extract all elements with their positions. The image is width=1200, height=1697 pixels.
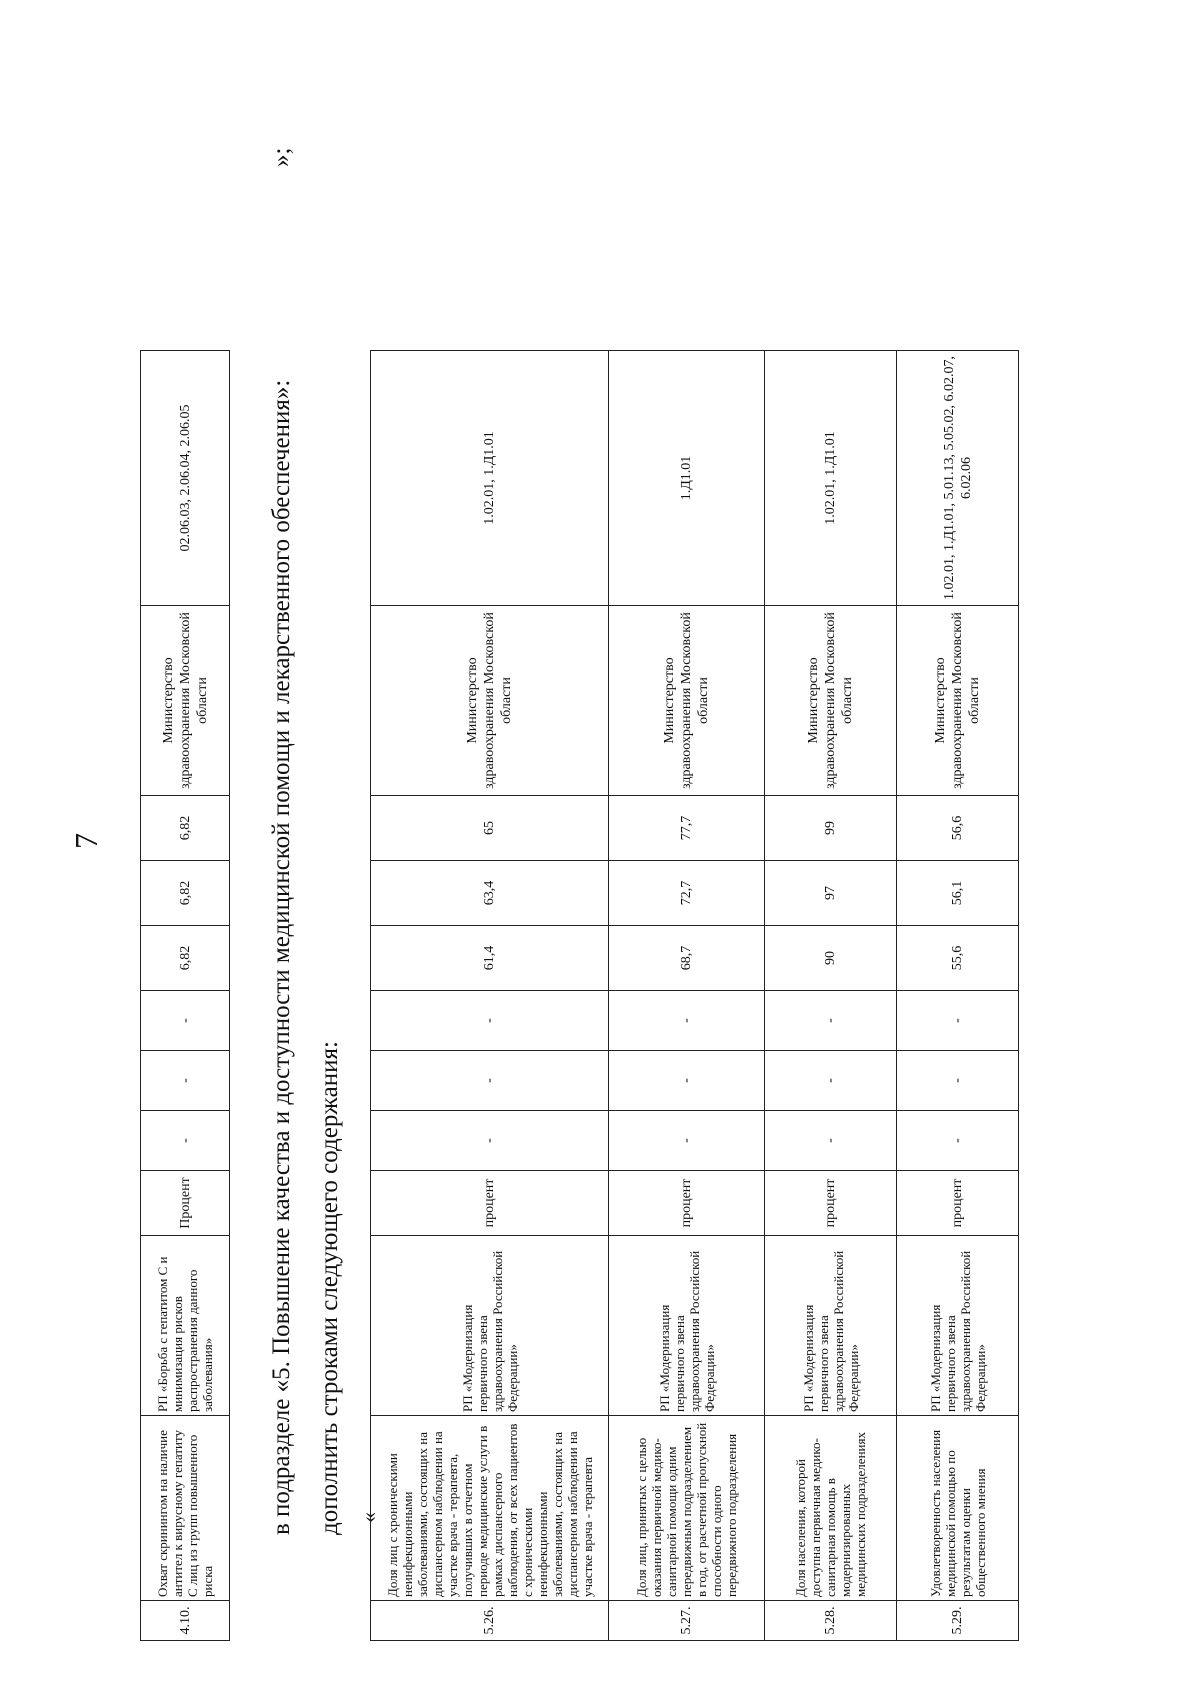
value-cell: 61,4: [371, 926, 609, 991]
indicators-table-new: [370, 350, 1019, 1641]
value-cell: 63,4: [371, 861, 609, 926]
value-cell: 6,82: [141, 861, 230, 926]
value-cell: -: [897, 1051, 1019, 1111]
table-row: [897, 351, 1019, 1641]
table-row: [609, 351, 765, 1641]
value-cell: -: [141, 1111, 230, 1171]
unit-cell: процент: [897, 1171, 1019, 1236]
value-cell: -: [141, 1051, 230, 1111]
unit-cell: процент: [765, 1171, 897, 1236]
indicator-name: Охват скринингом на наличие антител к вирусному гепатиту С лиц из групп повышенного риска: [141, 1416, 230, 1601]
regional-project: РП «Модернизация первичного звена здравоохранения Российской Федерации»: [371, 1236, 609, 1416]
value-cell: 77,7: [609, 796, 765, 861]
amendment-text-continued: дополнить строками следующего содержания:: [316, 1041, 343, 1535]
indicators-table-top: [140, 350, 230, 1641]
regional-project: РП «Модернизация первичного звена здравоохранения Российской Федерации»: [765, 1236, 897, 1416]
codes-cell: 1.Д1.01: [609, 351, 765, 606]
indicator-name: Удовлетворенность населения медицинской помощью по результатам оценки общественного мнения: [897, 1416, 1019, 1601]
codes-cell: 02.06.03, 2.06.04, 2.06.05: [141, 351, 230, 606]
value-cell: 55,6: [897, 926, 1019, 991]
unit-cell: процент: [371, 1171, 609, 1236]
value-cell: 56,6: [897, 796, 1019, 861]
table-row: [371, 351, 609, 1641]
codes-cell: 1.02.01, 1.Д1.01: [371, 351, 609, 606]
value-cell: 97: [765, 861, 897, 926]
unit-cell: Процент: [141, 1171, 230, 1236]
value-cell: -: [371, 1111, 609, 1171]
value-cell: 56,1: [897, 861, 1019, 926]
value-cell: -: [765, 991, 897, 1051]
value-cell: -: [765, 1111, 897, 1171]
value-cell: -: [765, 1051, 897, 1111]
table-row: [141, 351, 230, 1641]
row-number: 5.27.: [609, 1601, 765, 1641]
value-cell: -: [609, 1111, 765, 1171]
indicator-name: Доля населения, которой доступна первичная медико-санитарная помощь в модернизированных медицинских подразделениях: [765, 1416, 897, 1601]
unit-cell: процент: [609, 1171, 765, 1236]
value-cell: -: [141, 991, 230, 1051]
amendment-text: в подразделе «5. Повышение качества и доступности медицинской помощи и лекарственного обеспечения»:: [268, 379, 295, 1535]
table-row: [765, 351, 897, 1641]
responsible-organization: Министерство здравоохранения Московской области: [897, 606, 1019, 796]
value-cell: -: [371, 991, 609, 1051]
value-cell: -: [897, 1111, 1019, 1171]
value-cell: 68,7: [609, 926, 765, 991]
closing-quote: »;: [268, 147, 295, 167]
responsible-organization: Министерство здравоохранения Московской области: [609, 606, 765, 796]
value-cell: -: [609, 1051, 765, 1111]
value-cell: 6,82: [141, 796, 230, 861]
row-number: 5.26.: [371, 1601, 609, 1641]
value-cell: -: [371, 1051, 609, 1111]
opening-quote: «: [356, 1512, 381, 1523]
value-cell: -: [609, 991, 765, 1051]
regional-project: РП «Борьба с гепатитом С и минимизация рисков распространения данного заболевания»: [141, 1236, 230, 1416]
responsible-organization: Министерство здравоохранения Московской области: [765, 606, 897, 796]
codes-cell: 1.02.01, 1.Д1.01, 5.01.13, 5.05.02, 6.02.07, 6.02.06: [897, 351, 1019, 606]
indicator-name: Доля лиц, принятых с целью оказания первичной медико-санитарной помощи одним передвижным подразделением в год, от расчетной пропускной способности одного передвижного подразделения: [609, 1416, 765, 1601]
responsible-organization: Министерство здравоохранения Московской области: [371, 606, 609, 796]
value-cell: 90: [765, 926, 897, 991]
value-cell: -: [897, 991, 1019, 1051]
value-cell: 6,82: [141, 926, 230, 991]
responsible-organization: Министерство здравоохранения Московской области: [141, 606, 230, 796]
regional-project: РП «Модернизация первичного звена здравоохранения Российской Федерации»: [897, 1236, 1019, 1416]
row-number: 4.10.: [141, 1601, 230, 1641]
value-cell: 72,7: [609, 861, 765, 926]
codes-cell: 1.02.01, 1.Д1.01: [765, 351, 897, 606]
row-number: 5.29.: [897, 1601, 1019, 1641]
indicator-name: Доля лиц с хроническими неинфекционными заболеваниями, состоящих на диспансерном наблюдении на участке врача - терапевта, получивших в отчетном периоде медицинские услуги в рамках диспансерного наблюдения, от всех пациентов с хроническими неинфекционными заболеваниями, состоящих на диспансерном наблюдении на участке врача - терапевта: [371, 1416, 609, 1601]
page-number: 7: [68, 833, 104, 849]
row-number: 5.28.: [765, 1601, 897, 1641]
value-cell: 99: [765, 796, 897, 861]
regional-project: РП «Модернизация первичного звена здравоохранения Российской Федерации»: [609, 1236, 765, 1416]
value-cell: 65: [371, 796, 609, 861]
